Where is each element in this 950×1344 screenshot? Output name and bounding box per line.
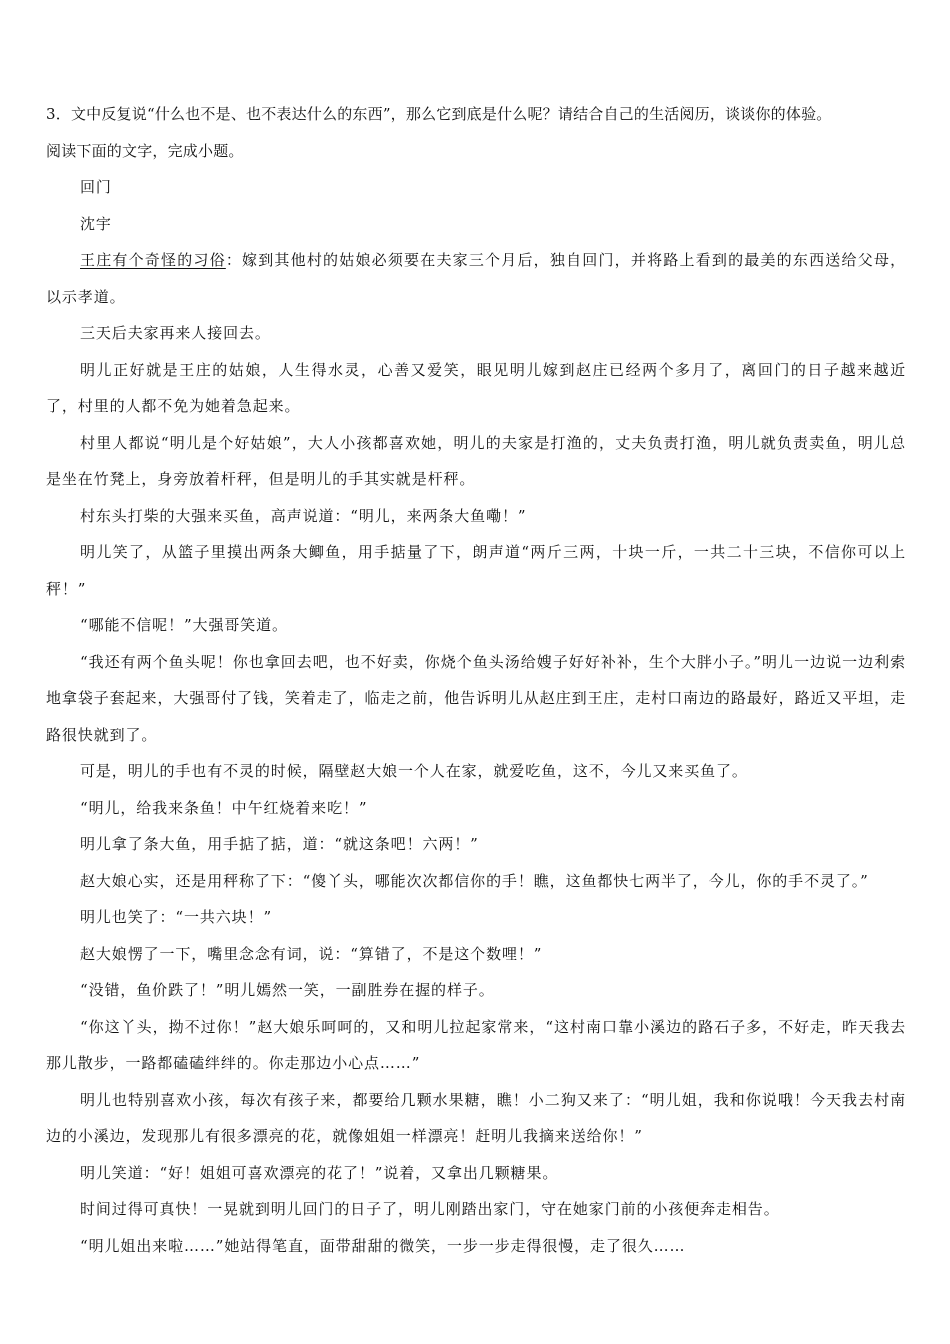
- story-paragraph: 时间过得可真快！一晃就到明儿回门的日子了，明儿刚踏出家门，守在她家门前的小孩便奔走相告。: [80, 1200, 780, 1218]
- paragraph-text: ：嫁到其他村的姑娘必须要在夫家三个月后，独自回门，并将路上看到的最美的东西送给父母，以示孝道。: [46, 251, 906, 306]
- story-paragraph: “你这丫头，拗不过你！”赵大娘乐呵呵的，又和明儿拉起家常来，“这村南口靠小溪边的路石子多，不好走，昨天我去那儿散步，一路都磕磕绊绊的。你走那边小心点……”: [46, 1017, 906, 1072]
- story-paragraph: 明儿笑了，从篮子里摸出两条大鲫鱼，用手掂量了下，朗声道“两斤三两，十块一斤，一共二十三块，不信你可以上秤！”: [46, 543, 906, 598]
- story-paragraph: “哪能不信呢！”大强哥笑道。: [80, 616, 288, 634]
- story-paragraph: 可是，明儿的手也有不灵的时候，隔壁赵大娘一个人在家，就爱吃鱼，这不，今儿又来买鱼了。: [80, 762, 748, 780]
- story-paragraph: “明儿，给我来条鱼！中午红烧着来吃！”: [80, 798, 368, 817]
- story-author: 沈宇: [80, 214, 112, 233]
- story-paragraph: 三天后夫家再来人接回去。: [80, 324, 271, 342]
- story-paragraph-1: [46, 242, 906, 315]
- story-paragraph: 明儿正好就是王庄的姑娘，人生得水灵，心善又爱笑，眼见明儿嫁到赵庄已经两个多月了，离回门的日子越来越近了，村里的人都不免为她着急起来。: [46, 360, 906, 415]
- story-paragraph: “没错，鱼价跌了！”明儿嫣然一笑，一副胜券在握的样子。: [80, 981, 495, 999]
- underlined-phrase: 王庄有个奇怪的习俗: [80, 251, 226, 269]
- story-paragraph: 赵大娘心实，还是用秤称了下：“傻丫头，哪能次次都信你的手！瞧，这鱼都快七两半了，今儿，你的手不灵了。”: [80, 871, 869, 890]
- story-paragraph: 村东头打柴的大强来买鱼，高声说道：“明儿，来两条大鱼嘞！”: [80, 506, 527, 525]
- story-paragraph: “我还有两个鱼头呢！你也拿回去吧，也不好卖，你烧个鱼头汤给嫂子好好补补，生个大胖小子。”明儿一边说一边利索地拿袋子套起来，大强哥付了钱，笑着走了，临走之前，他告诉明儿从赵庄到王庄，走村口南边的路最好，路近又平坦，走路很快就到了。: [46, 652, 906, 744]
- story-title: 回门: [80, 178, 112, 196]
- story-paragraph: 明儿笑道：“好！姐姐可喜欢漂亮的花了！”说着，又拿出几颗糖果。: [80, 1163, 559, 1182]
- document-page: [46, 96, 906, 1264]
- reading-instruction: 阅读下面的文字，完成小题。: [46, 141, 244, 160]
- story-paragraph: 明儿也笑了：“一共六块！”: [80, 908, 273, 926]
- story-paragraph: 明儿拿了条大鱼，用手掂了掂，道：“就这条吧！六两！”: [80, 835, 479, 853]
- story-paragraph: “明儿姐出来啦……”她站得笔直，面带甜甜的微笑，一步一步走得很慢，走了很久……: [80, 1236, 686, 1255]
- story-paragraph: 村里人都说“明儿是个好姑娘”，大人小孩都喜欢她，明儿的夫家是打渔的，丈夫负责打渔，明儿就负责卖鱼，明儿总是坐在竹凳上，身旁放着杆秤，但是明儿的手其实就是杆秤。: [46, 433, 906, 488]
- story-paragraph: 明儿也特别喜欢小孩，每次有孩子来，都要给几颗水果糖，瞧！小二狗又来了：“明儿姐，我和你说哦！今天我去村南边的小溪边，发现那儿有很多漂亮的花，就像姐姐一样漂亮！赶明儿我摘来送给你！”: [46, 1090, 906, 1145]
- question-3: 3．文中反复说“什么也不是、也不表达什么的东西”，那么它到底是什么呢？请结合自己的生活阅历，谈谈你的体验。: [46, 105, 832, 123]
- story-paragraph: 赵大娘愣了一下，嘴里念念有词，说：“算错了，不是这个数哩！”: [80, 944, 543, 963]
